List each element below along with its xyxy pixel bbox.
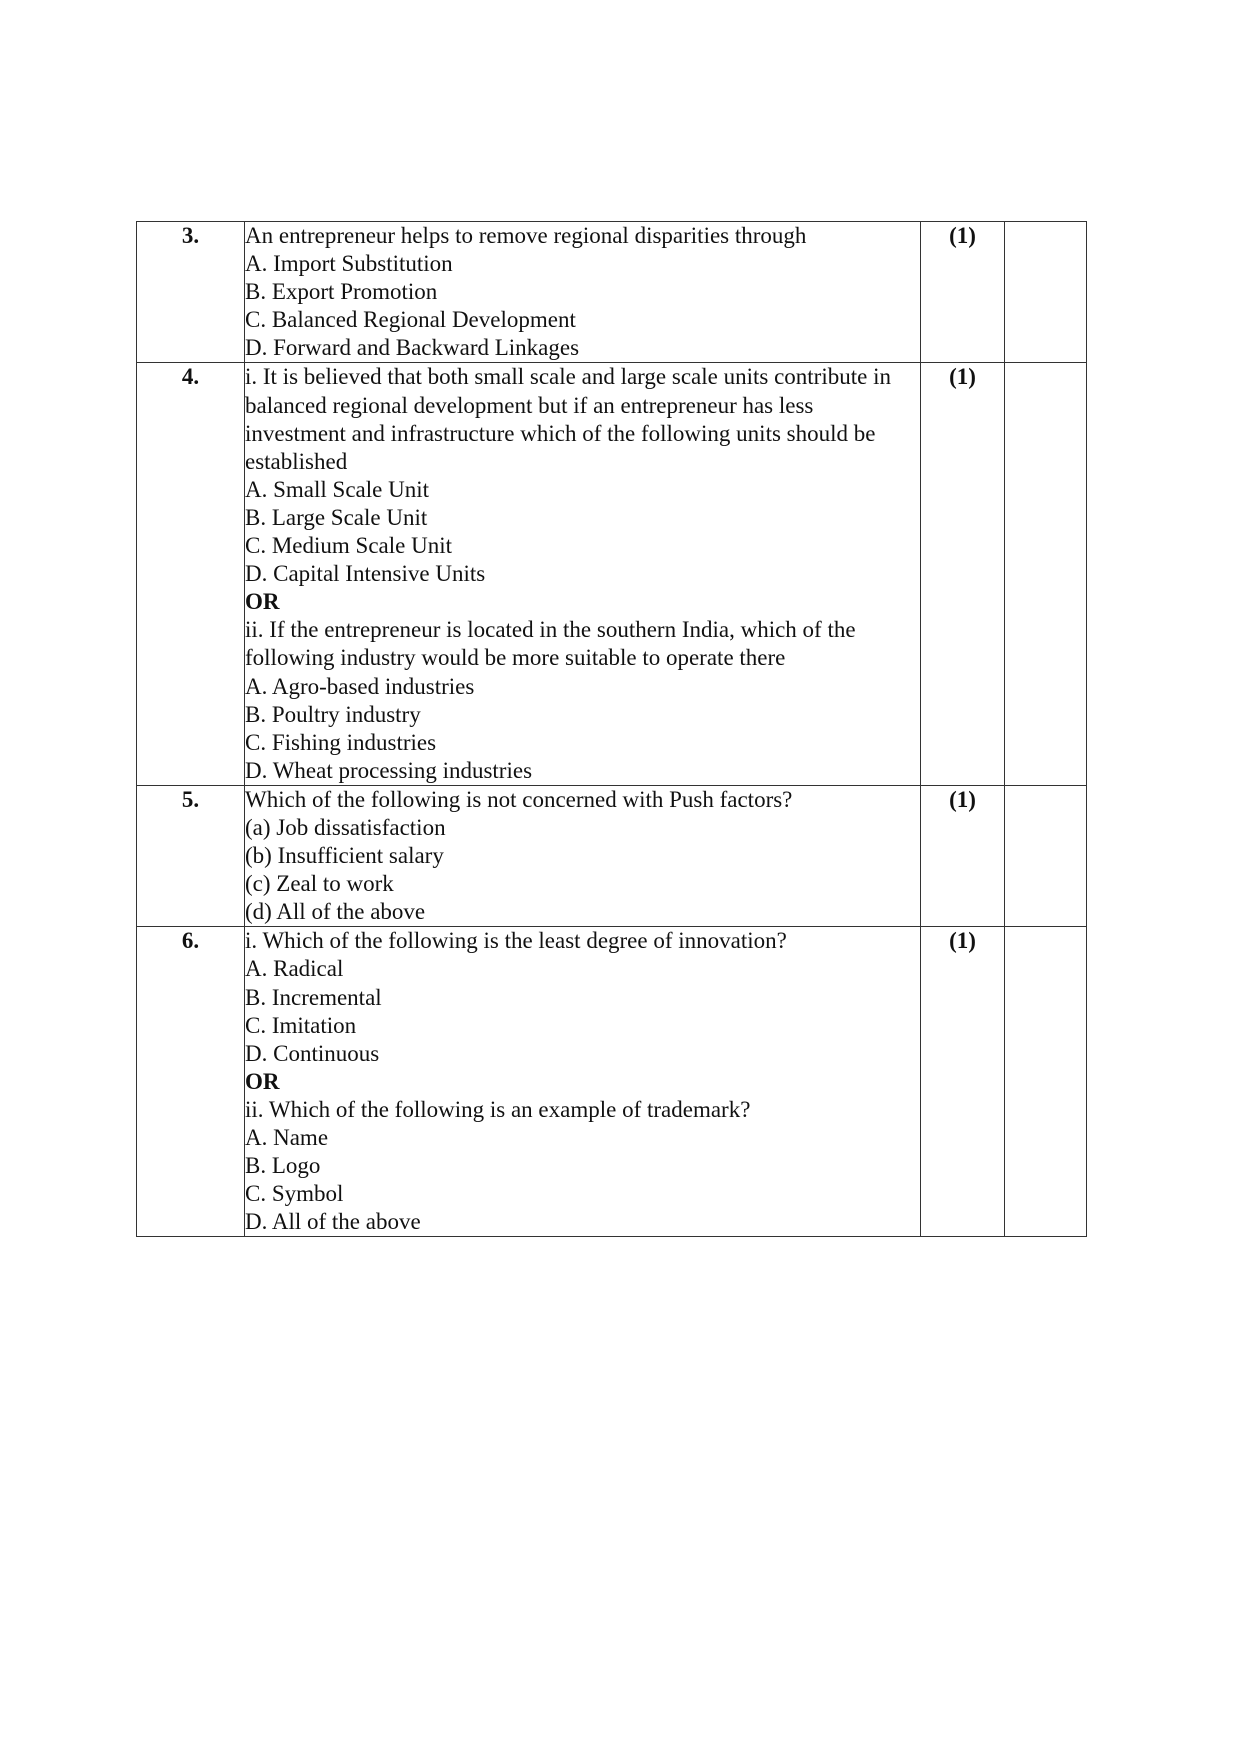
option-a: A. Radical [245,956,344,982]
empty-cell [1005,222,1087,363]
option-a: A. Import Substitution [245,251,453,277]
question-row-4 [137,363,1087,785]
question-stem: i. It is believed that both small scale and large scale units contribute in balanced regional development but if an entrepreneur has less investment and infrastructure which of the following units should be established [245,364,891,474]
option-d: D. Forward and Backward Linkages [245,335,580,361]
option-a: A. Name [245,1125,329,1150]
question-number: 5. [137,785,245,926]
question-text [245,222,921,363]
empty-cell [1005,363,1087,785]
question-stem-alt: ii. If the entrepreneur is located in the southern India, which of the following industry would be more suitable to operate there [245,617,856,671]
question-stem: i. Which of the following is the least degree of innovation? [245,928,787,954]
question-row-5 [137,785,1087,926]
question-text [245,363,921,785]
option-c: C. Imitation [245,1012,357,1038]
question-stem: An entrepreneur helps to remove regional disparities through [245,223,807,248]
question-marks: (1) [921,927,1005,1237]
option-c: C. Symbol [245,1181,344,1207]
option-d: D. Continuous [245,1040,380,1066]
question-text [245,927,921,1237]
or-label: OR [245,1068,280,1094]
or-label: OR [245,589,280,615]
question-marks: (1) [921,785,1005,926]
question-table [136,221,1087,1237]
option-b: B. Logo [245,1153,321,1179]
question-row-6 [137,927,1087,1237]
question-text [245,785,921,926]
option-d: (d) All of the above [245,899,426,925]
option-b: B. Incremental [245,984,382,1010]
option-a: A. Small Scale Unit [245,476,429,502]
empty-cell [1005,927,1087,1237]
option-d: D. Wheat processing industries [245,757,533,783]
option-b: B. Large Scale Unit [245,504,428,530]
option-b: B. Poultry industry [245,701,421,727]
empty-cell [1005,785,1087,926]
option-c: C. Medium Scale Unit [245,533,452,559]
question-number: 6. [137,927,245,1237]
option-b: B. Export Promotion [245,279,438,305]
question-number: 4. [137,363,245,785]
option-c: C. Fishing industries [245,729,437,755]
question-stem: Which of the following is not concerned with Push factors? [245,786,793,812]
question-stem-alt: ii. Which of the following is an example of trademark? [245,1096,751,1122]
question-number: 3. [137,222,245,363]
option-c: C. Balanced Regional Development [245,307,576,333]
option-a: A. Agro-based industries [245,673,475,699]
question-row-3 [137,222,1087,363]
option-a: (a) Job dissatisfaction [245,814,446,840]
option-c: (c) Zeal to work [245,871,394,897]
option-d: D. Capital Intensive Units [245,561,486,587]
option-d: D. All of the above [245,1209,421,1235]
question-marks: (1) [921,222,1005,363]
question-marks: (1) [921,363,1005,785]
option-b: (b) Insufficient salary [245,843,444,869]
